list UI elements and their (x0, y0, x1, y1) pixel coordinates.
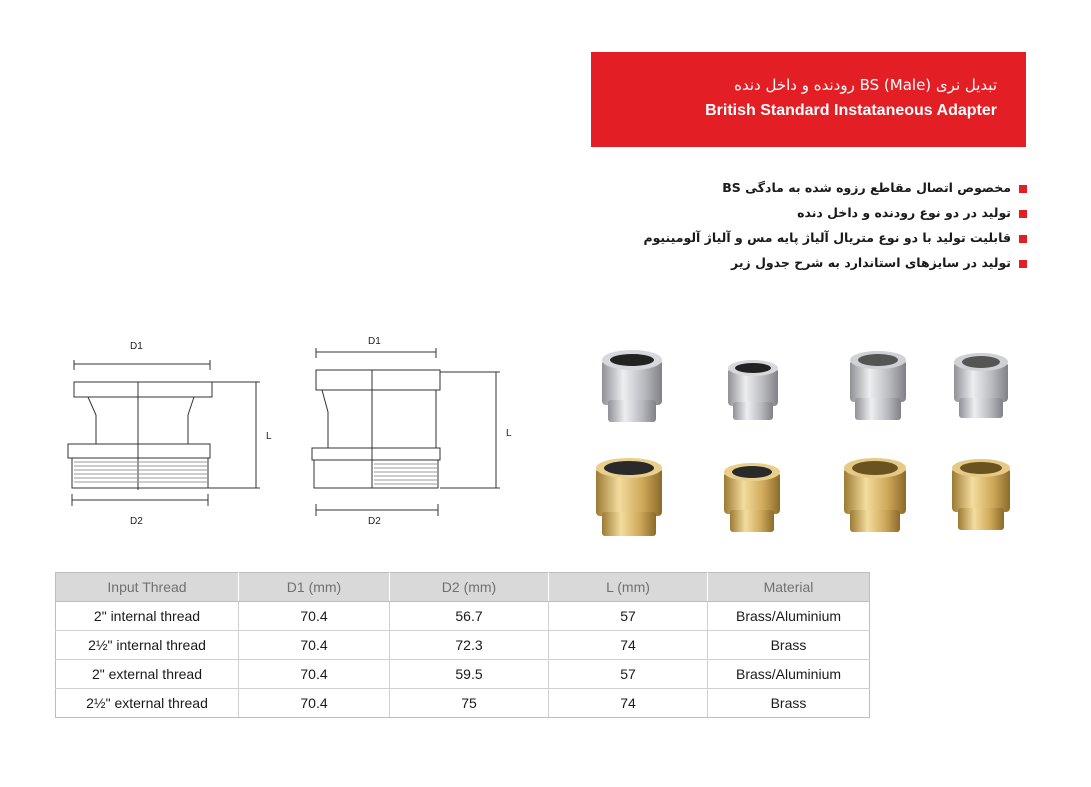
table-row (56, 631, 870, 660)
aluminium-adapter-photo (850, 351, 906, 420)
table-cell: Brass (708, 689, 870, 718)
product-photos (580, 330, 1050, 550)
technical-drawing-internal (48, 330, 288, 530)
title-persian: تبدیل نری BS (Male) رودنده و داخل دنده (734, 76, 997, 94)
table-cell: 75 (390, 689, 549, 718)
table-cell: 2" external thread (56, 660, 239, 689)
table-cell: 72.3 (390, 631, 549, 660)
column-header: L (mm) (549, 573, 708, 602)
d1-label: D1 (130, 341, 143, 352)
table-cell: 70.4 (239, 689, 390, 718)
d2-label: D2 (130, 516, 143, 527)
table-cell: 57 (549, 660, 708, 689)
feature-item: تولید در سایزهای استاندارد به شرح جدول زیر (507, 253, 1027, 278)
l-label: L (266, 431, 272, 442)
feature-item: قابلیت تولید با دو نوع متریال آلیاژ پایه مس و آلیاژ آلومینیوم (507, 228, 1027, 253)
aluminium-adapter-photo (728, 360, 778, 420)
table-cell: 57 (549, 602, 708, 631)
table-cell: 56.7 (390, 602, 549, 631)
bullet-square-icon (1019, 210, 1027, 218)
brass-adapter-photo (952, 459, 1010, 530)
technical-drawing-external (300, 330, 540, 530)
table-cell: Brass (708, 631, 870, 660)
bullet-square-icon (1019, 185, 1027, 193)
brass-adapter-photo (596, 458, 662, 536)
brass-adapter-photo (724, 463, 780, 532)
table-row (56, 602, 870, 631)
title-english: British Standard Instataneous Adapter (705, 102, 997, 119)
column-header: Input Thread (56, 573, 239, 602)
table-cell: 2½" internal thread (56, 631, 239, 660)
aluminium-adapter-photo (954, 353, 1008, 418)
table-cell: Brass/Aluminium (708, 660, 870, 689)
table-cell: 70.4 (239, 660, 390, 689)
brass-adapter-photo (844, 458, 906, 532)
table-header-row (56, 573, 870, 602)
feature-list (507, 178, 1027, 278)
column-header: D2 (mm) (390, 573, 549, 602)
column-header: D1 (mm) (239, 573, 390, 602)
table-row (56, 660, 870, 689)
l-label: L (506, 428, 512, 439)
table-cell: 74 (549, 689, 708, 718)
d2-label: D2 (368, 516, 381, 527)
bullet-square-icon (1019, 235, 1027, 243)
feature-item: مخصوص اتصال مقاطع رزوه شده به مادگی BS (507, 178, 1027, 203)
d1-label: D1 (368, 336, 381, 347)
table-cell: 59.5 (390, 660, 549, 689)
table-cell: 2½" external thread (56, 689, 239, 718)
table-cell: 2" internal thread (56, 602, 239, 631)
table-cell: 74 (549, 631, 708, 660)
table-row (56, 689, 870, 718)
title-banner (591, 52, 1026, 147)
specifications-table (55, 572, 870, 718)
table-cell: Brass/Aluminium (708, 602, 870, 631)
table-cell: 70.4 (239, 602, 390, 631)
table-cell: 70.4 (239, 631, 390, 660)
feature-item: تولید در دو نوع رودنده و داخل دنده (507, 203, 1027, 228)
aluminium-adapter-photo (602, 350, 662, 422)
bullet-square-icon (1019, 260, 1027, 268)
column-header: Material (708, 573, 870, 602)
